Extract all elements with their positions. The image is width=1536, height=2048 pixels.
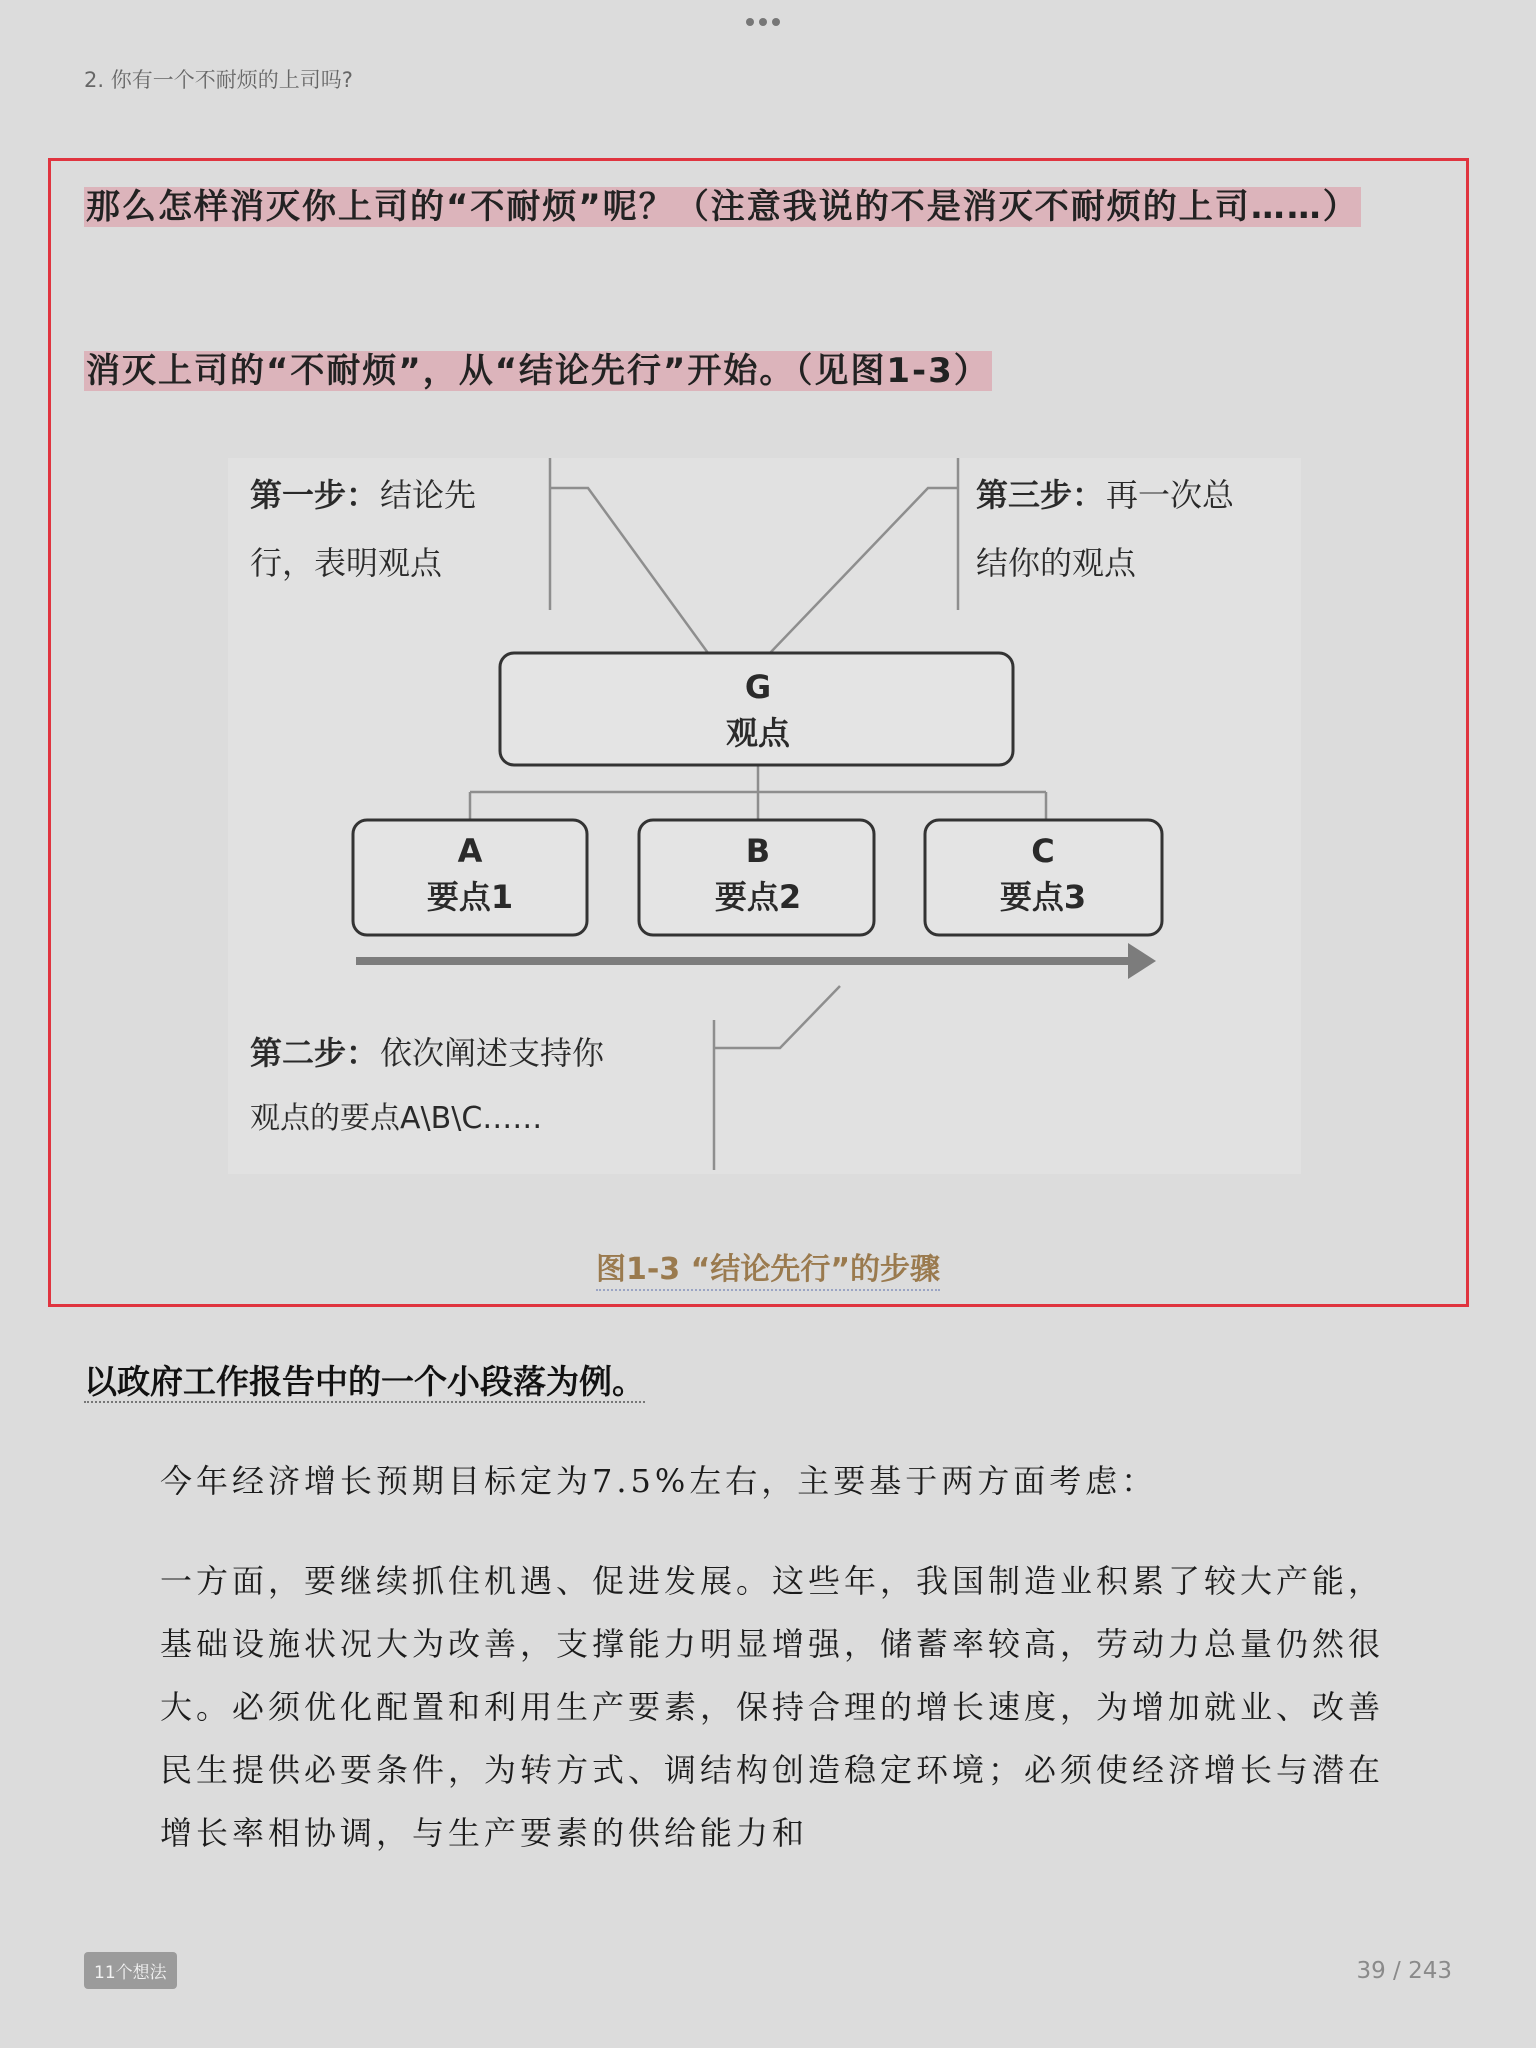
step2-line2: 观点的要点A\B\C…… — [250, 1101, 543, 1136]
intro-text[interactable]: 以政府工作报告中的一个小段落为例。 — [84, 1362, 645, 1401]
flow-arrow — [356, 943, 1156, 979]
step1-line2: 行，表明观点 — [250, 544, 443, 582]
step1-line1: 结论先 — [380, 476, 477, 514]
page-indicator: 39 / 243 — [1356, 1958, 1452, 1984]
highlight-text-1[interactable]: 那么怎样消灭你上司的“不耐烦”呢？（注意我说的不是消灭不耐烦的上司……） — [86, 187, 1359, 227]
highlight-paragraph-1[interactable] — [84, 176, 1444, 238]
step3-bold: 第三步： — [976, 476, 1105, 514]
node-g-label: 观点 — [725, 714, 791, 752]
notes-count-button[interactable]: 11个想法 — [84, 1952, 177, 1989]
step1-bold: 第一步： — [250, 476, 379, 514]
node-g-letter: G — [744, 668, 772, 706]
node-b-label: 要点2 — [714, 878, 802, 916]
figure-diagram — [228, 458, 1301, 1174]
node-a-label: 要点1 — [426, 878, 514, 916]
node-a-letter: A — [457, 832, 483, 870]
step2-bold: 第二步： — [250, 1034, 379, 1072]
highlight-paragraph-2[interactable] — [84, 340, 1444, 402]
intro-paragraph — [84, 1356, 645, 1403]
highlight-text-2[interactable]: 消灭上司的“不耐烦”，从“结论先行”开始。（见图1-3） — [86, 351, 990, 391]
quote-paragraph-2: 一方面，要继续抓住机遇、促进发展。这些年，我国制造业积累了较大产能，基础设施状况大为改善，支撑能力明显增强，储蓄率较高，劳动力总量仍然很大。必须优化配置和利用生产要素，保持合理的增长速度，为增加就业、改善民生提供必要条件，为转方式、调结构创造稳定环境；必须使经济增长与潜在增长率相协调，与生产要素的供给能力和 — [160, 1562, 1385, 1852]
chapter-title: 2. 你有一个不耐烦的上司吗? — [84, 68, 353, 92]
node-c-label: 要点3 — [999, 878, 1087, 916]
more-options-icon[interactable] — [746, 18, 780, 26]
figure-caption — [0, 1244, 1536, 1288]
step3-line2: 结你的观点 — [976, 544, 1137, 582]
figure-caption-text[interactable]: 图1-3 “结论先行”的步骤 — [596, 1252, 940, 1291]
node-c-letter: C — [1031, 832, 1055, 870]
quote-paragraph-1: 今年经济增长预期目标定为7.5%左右，主要基于两方面考虑： — [160, 1462, 1158, 1500]
node-b-letter: B — [745, 832, 771, 870]
step2-line1: 依次阐述支持你 — [380, 1034, 605, 1072]
step3-line1: 再一次总 — [1106, 476, 1235, 514]
